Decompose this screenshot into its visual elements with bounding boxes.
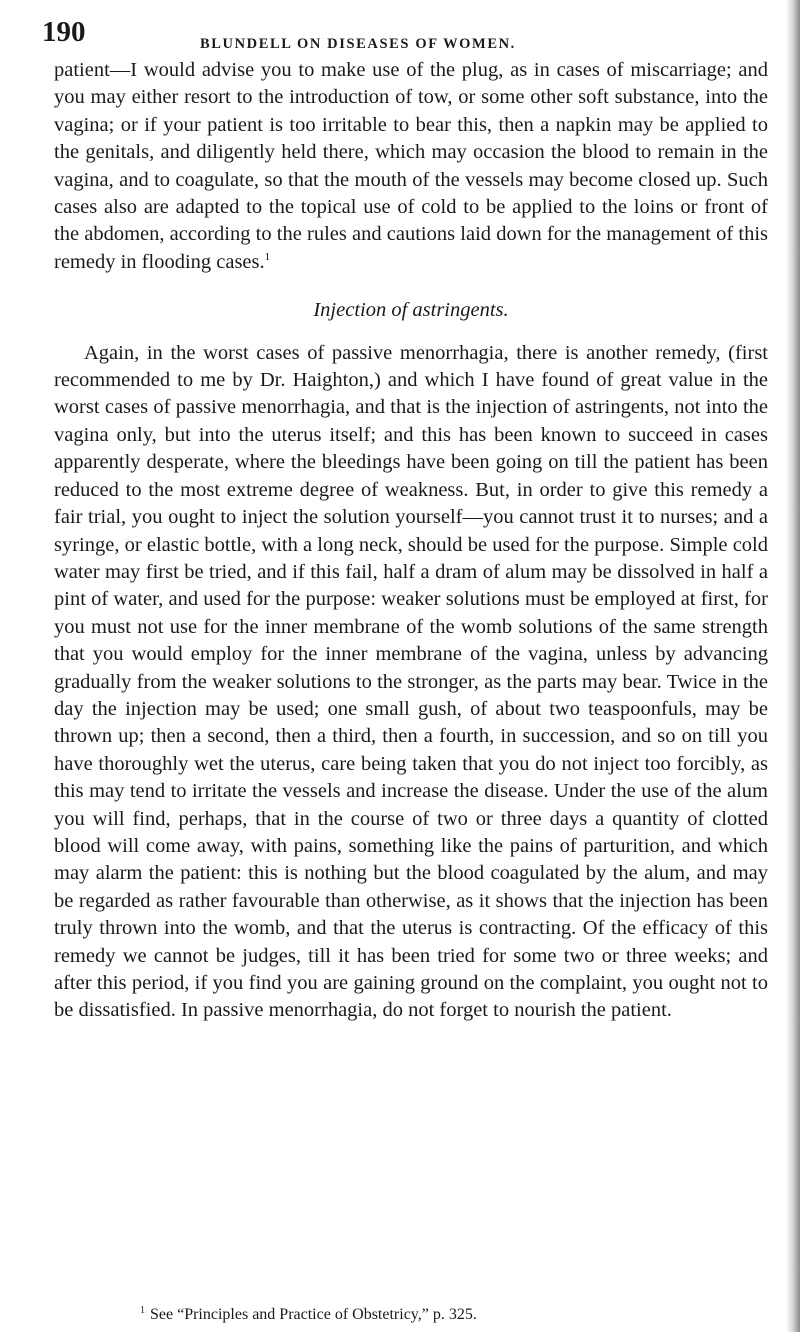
running-head: BLUNDELL ON DISEASES OF WOMEN.	[200, 36, 516, 52]
footnote-text: See “Principles and Practice of Obstetricy,” p. 325.	[150, 1306, 477, 1323]
paragraph-continued	[54, 57, 768, 276]
footnote-reference: 1	[264, 251, 271, 264]
footnote	[140, 1305, 760, 1325]
page-edge-shadow	[786, 0, 800, 1332]
paragraph-injection: Again, in the worst cases of passive menorrhagia, there is another remedy, (first recommended to me by Dr. Haighton,) and which I have found of great value in the worst cases of passive menorrhagia, and that is the injection of astringents, not into the vagina only, but into the uterus itself; and this has been known to succeed in cases apparently desperate, where the bleedings have been going on till the patient has been reduced to the most extreme degree of weakness. But, in order to give this remedy a fair trial, you ought to inject the solution yourself—you cannot trust it to nurses; and a syringe, or elastic bottle, with a long neck, should be used for the purpose. Simple cold water may first be tried, and if this fail, half a dram of alum may be dissolved in half a pint of water, and used for the purpose: weaker solutions must be employed at first, for you must not use for the inner membrane of the womb solutions of the same strength that you would employ for the inner membrane of the vagina, unless by advancing gradually from the weaker solutions to the stronger, as the parts may bear. Twice in the day the injection may be used; one small gush, of about two teaspoonfuls, may be thrown up; then a second, then a third, then a fourth, in succession, and so on till you have thoroughly wet the uterus, care being taken that you do not inject too forcibly, as this may tend to irritate the vessels and increase the disease. Under the use of the alum you will find, perhaps, that in the course of two or three days a quantity of clotted blood will come away, with pains, something like the pains of parturition, and which may alarm the patient: this is nothing but the blood coagulated by the alum, and may be regarded as rather favourable than otherwise, as it shows that the injection has been truly thrown into the womb, and that the uterus is contracting. Of the efficacy of this remedy we cannot be judges, till it has been tried for some two or three weeks; and after this period, if you find you are gaining ground on the complaint, you ought not to be dissatisfied. In passive menorrhagia, do not forget to nourish the patient.	[54, 341, 768, 1022]
paragraph-1-text: patient—I would advise you to make use of the plug, as in cases of miscarriage; and you may either resort to the introduction of tow, or some other soft substance, into the vagina; or if your patient is too irritable to bear this, then a napkin may be applied to the genitals, and diligently held there, which may occasion the blood to remain in the vagina, and to coagulate, so that the mouth of the vessels may become closed up. Such cases also are adapted to the topical use of cold to be applied to the loins or front of the abdomen, according to the rules and cautions laid down for the management of this remedy in flooding cases.	[54, 59, 768, 273]
footnote-marker: 1	[140, 1304, 145, 1316]
section-heading: Injection of astringents.	[313, 299, 509, 322]
page-number: 190	[42, 16, 86, 48]
page-header	[42, 16, 762, 56]
body-text	[54, 57, 768, 1025]
